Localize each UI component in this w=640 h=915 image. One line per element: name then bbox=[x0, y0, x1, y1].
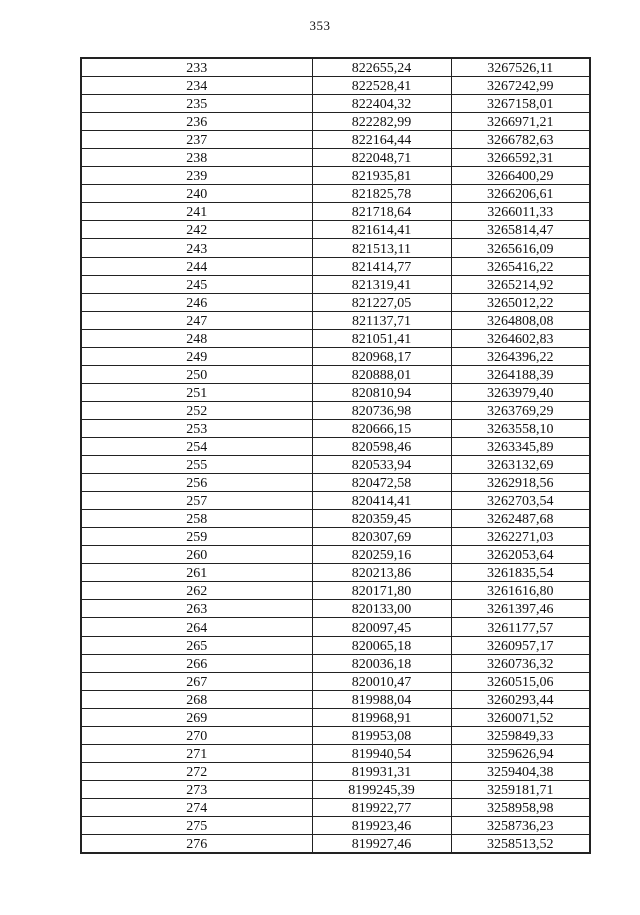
y-coordinate-cell: 3266971,21 bbox=[451, 113, 590, 131]
point-number-cell: 237 bbox=[81, 131, 312, 149]
point-number-cell: 269 bbox=[81, 708, 312, 726]
point-number-cell: 259 bbox=[81, 528, 312, 546]
point-number-cell: 233 bbox=[81, 58, 312, 77]
x-coordinate-cell: 821227,05 bbox=[312, 293, 451, 311]
point-number-cell: 254 bbox=[81, 437, 312, 455]
coordinates-table bbox=[80, 57, 591, 854]
table-row bbox=[81, 762, 590, 780]
point-number-cell: 276 bbox=[81, 835, 312, 854]
y-coordinate-cell: 3262918,56 bbox=[451, 474, 590, 492]
y-coordinate-cell: 3263769,29 bbox=[451, 401, 590, 419]
x-coordinate-cell: 819988,04 bbox=[312, 690, 451, 708]
table-row bbox=[81, 744, 590, 762]
point-number-cell: 272 bbox=[81, 762, 312, 780]
table-row bbox=[81, 492, 590, 510]
y-coordinate-cell: 3265616,09 bbox=[451, 239, 590, 257]
y-coordinate-cell: 3265416,22 bbox=[451, 257, 590, 275]
x-coordinate-cell: 822655,24 bbox=[312, 58, 451, 77]
point-number-cell: 274 bbox=[81, 798, 312, 816]
x-coordinate-cell: 822404,32 bbox=[312, 95, 451, 113]
y-coordinate-cell: 3266011,33 bbox=[451, 203, 590, 221]
y-coordinate-cell: 3259404,38 bbox=[451, 762, 590, 780]
x-coordinate-cell: 820036,18 bbox=[312, 654, 451, 672]
table-row bbox=[81, 780, 590, 798]
x-coordinate-cell: 820259,16 bbox=[312, 546, 451, 564]
table-row bbox=[81, 528, 590, 546]
table-row bbox=[81, 221, 590, 239]
table-row bbox=[81, 77, 590, 95]
y-coordinate-cell: 3266400,29 bbox=[451, 167, 590, 185]
table-row bbox=[81, 654, 590, 672]
point-number-cell: 236 bbox=[81, 113, 312, 131]
y-coordinate-cell: 3258736,23 bbox=[451, 816, 590, 834]
point-number-cell: 273 bbox=[81, 780, 312, 798]
y-coordinate-cell: 3263345,89 bbox=[451, 437, 590, 455]
point-number-cell: 257 bbox=[81, 492, 312, 510]
x-coordinate-cell: 820888,01 bbox=[312, 365, 451, 383]
y-coordinate-cell: 3266592,31 bbox=[451, 149, 590, 167]
point-number-cell: 234 bbox=[81, 77, 312, 95]
point-number-cell: 275 bbox=[81, 816, 312, 834]
x-coordinate-cell: 820472,58 bbox=[312, 474, 451, 492]
table-row bbox=[81, 546, 590, 564]
table-row bbox=[81, 600, 590, 618]
table-row bbox=[81, 564, 590, 582]
point-number-cell: 239 bbox=[81, 167, 312, 185]
point-number-cell: 241 bbox=[81, 203, 312, 221]
point-number-cell: 263 bbox=[81, 600, 312, 618]
table-row bbox=[81, 293, 590, 311]
x-coordinate-cell: 821137,71 bbox=[312, 311, 451, 329]
y-coordinate-cell: 3264808,08 bbox=[451, 311, 590, 329]
table-row bbox=[81, 131, 590, 149]
x-coordinate-cell: 822048,71 bbox=[312, 149, 451, 167]
table-row bbox=[81, 239, 590, 257]
table-row bbox=[81, 401, 590, 419]
x-coordinate-cell: 822528,41 bbox=[312, 77, 451, 95]
point-number-cell: 240 bbox=[81, 185, 312, 203]
point-number-cell: 249 bbox=[81, 347, 312, 365]
table-row bbox=[81, 618, 590, 636]
table-row bbox=[81, 203, 590, 221]
point-number-cell: 260 bbox=[81, 546, 312, 564]
x-coordinate-cell: 821718,64 bbox=[312, 203, 451, 221]
x-coordinate-cell: 822282,99 bbox=[312, 113, 451, 131]
table-row bbox=[81, 726, 590, 744]
y-coordinate-cell: 3259626,94 bbox=[451, 744, 590, 762]
point-number-cell: 243 bbox=[81, 239, 312, 257]
y-coordinate-cell: 3265012,22 bbox=[451, 293, 590, 311]
point-number-cell: 266 bbox=[81, 654, 312, 672]
y-coordinate-cell: 3267158,01 bbox=[451, 95, 590, 113]
table-row bbox=[81, 257, 590, 275]
point-number-cell: 244 bbox=[81, 257, 312, 275]
y-coordinate-cell: 3263558,10 bbox=[451, 419, 590, 437]
point-number-cell: 248 bbox=[81, 329, 312, 347]
y-coordinate-cell: 3262703,54 bbox=[451, 492, 590, 510]
table-row bbox=[81, 474, 590, 492]
x-coordinate-cell: 820359,45 bbox=[312, 510, 451, 528]
table-row bbox=[81, 419, 590, 437]
y-coordinate-cell: 3263979,40 bbox=[451, 383, 590, 401]
point-number-cell: 242 bbox=[81, 221, 312, 239]
y-coordinate-cell: 3264188,39 bbox=[451, 365, 590, 383]
table-row bbox=[81, 185, 590, 203]
point-number-cell: 253 bbox=[81, 419, 312, 437]
x-coordinate-cell: 819923,46 bbox=[312, 816, 451, 834]
table-row bbox=[81, 329, 590, 347]
y-coordinate-cell: 3258958,98 bbox=[451, 798, 590, 816]
x-coordinate-cell: 820065,18 bbox=[312, 636, 451, 654]
point-number-cell: 252 bbox=[81, 401, 312, 419]
y-coordinate-cell: 3261616,80 bbox=[451, 582, 590, 600]
y-coordinate-cell: 3265814,47 bbox=[451, 221, 590, 239]
x-coordinate-cell: 821319,41 bbox=[312, 275, 451, 293]
table-row bbox=[81, 347, 590, 365]
y-coordinate-cell: 3264602,83 bbox=[451, 329, 590, 347]
x-coordinate-cell: 820010,47 bbox=[312, 672, 451, 690]
x-coordinate-cell: 820666,15 bbox=[312, 419, 451, 437]
coordinates-table-body bbox=[81, 58, 590, 853]
table-row bbox=[81, 58, 590, 77]
x-coordinate-cell: 820171,80 bbox=[312, 582, 451, 600]
x-coordinate-cell: 820533,94 bbox=[312, 456, 451, 474]
x-coordinate-cell: 821414,77 bbox=[312, 257, 451, 275]
table-row bbox=[81, 167, 590, 185]
y-coordinate-cell: 3267242,99 bbox=[451, 77, 590, 95]
point-number-cell: 246 bbox=[81, 293, 312, 311]
point-number-cell: 251 bbox=[81, 383, 312, 401]
point-number-cell: 267 bbox=[81, 672, 312, 690]
table-row bbox=[81, 816, 590, 834]
y-coordinate-cell: 3262271,03 bbox=[451, 528, 590, 546]
table-row bbox=[81, 275, 590, 293]
x-coordinate-cell: 819953,08 bbox=[312, 726, 451, 744]
table-row bbox=[81, 383, 590, 401]
table-row bbox=[81, 636, 590, 654]
point-number-cell: 238 bbox=[81, 149, 312, 167]
x-coordinate-cell: 820598,46 bbox=[312, 437, 451, 455]
x-coordinate-cell: 820097,45 bbox=[312, 618, 451, 636]
table-row bbox=[81, 365, 590, 383]
y-coordinate-cell: 3261835,54 bbox=[451, 564, 590, 582]
table-row bbox=[81, 437, 590, 455]
table-row bbox=[81, 672, 590, 690]
page-number: 353 bbox=[309, 18, 331, 33]
point-number-cell: 255 bbox=[81, 456, 312, 474]
y-coordinate-cell: 3262053,64 bbox=[451, 546, 590, 564]
x-coordinate-cell: 819927,46 bbox=[312, 835, 451, 854]
table-row bbox=[81, 510, 590, 528]
y-coordinate-cell: 3267526,11 bbox=[451, 58, 590, 77]
point-number-cell: 265 bbox=[81, 636, 312, 654]
table-row bbox=[81, 835, 590, 854]
x-coordinate-cell: 821513,11 bbox=[312, 239, 451, 257]
table-row bbox=[81, 690, 590, 708]
y-coordinate-cell: 3260736,32 bbox=[451, 654, 590, 672]
x-coordinate-cell: 819922,77 bbox=[312, 798, 451, 816]
point-number-cell: 270 bbox=[81, 726, 312, 744]
x-coordinate-cell: 822164,44 bbox=[312, 131, 451, 149]
table-row bbox=[81, 708, 590, 726]
x-coordinate-cell: 820968,17 bbox=[312, 347, 451, 365]
point-number-cell: 264 bbox=[81, 618, 312, 636]
point-number-cell: 247 bbox=[81, 311, 312, 329]
y-coordinate-cell: 3260957,17 bbox=[451, 636, 590, 654]
x-coordinate-cell: 819931,31 bbox=[312, 762, 451, 780]
y-coordinate-cell: 3261397,46 bbox=[451, 600, 590, 618]
x-coordinate-cell: 819940,54 bbox=[312, 744, 451, 762]
table-row bbox=[81, 113, 590, 131]
x-coordinate-cell: 821825,78 bbox=[312, 185, 451, 203]
table-row bbox=[81, 149, 590, 167]
y-coordinate-cell: 3265214,92 bbox=[451, 275, 590, 293]
y-coordinate-cell: 3260293,44 bbox=[451, 690, 590, 708]
point-number-cell: 271 bbox=[81, 744, 312, 762]
x-coordinate-cell: 8199245,39 bbox=[312, 780, 451, 798]
y-coordinate-cell: 3261177,57 bbox=[451, 618, 590, 636]
point-number-cell: 268 bbox=[81, 690, 312, 708]
point-number-cell: 245 bbox=[81, 275, 312, 293]
x-coordinate-cell: 821935,81 bbox=[312, 167, 451, 185]
x-coordinate-cell: 820213,86 bbox=[312, 564, 451, 582]
x-coordinate-cell: 820736,98 bbox=[312, 401, 451, 419]
y-coordinate-cell: 3260515,06 bbox=[451, 672, 590, 690]
y-coordinate-cell: 3266782,63 bbox=[451, 131, 590, 149]
x-coordinate-cell: 819968,91 bbox=[312, 708, 451, 726]
y-coordinate-cell: 3264396,22 bbox=[451, 347, 590, 365]
x-coordinate-cell: 820133,00 bbox=[312, 600, 451, 618]
table-row bbox=[81, 582, 590, 600]
table-row bbox=[81, 798, 590, 816]
point-number-cell: 258 bbox=[81, 510, 312, 528]
table-row bbox=[81, 311, 590, 329]
table-row bbox=[81, 95, 590, 113]
table-row bbox=[81, 456, 590, 474]
x-coordinate-cell: 820414,41 bbox=[312, 492, 451, 510]
point-number-cell: 261 bbox=[81, 564, 312, 582]
point-number-cell: 262 bbox=[81, 582, 312, 600]
y-coordinate-cell: 3258513,52 bbox=[451, 835, 590, 854]
y-coordinate-cell: 3263132,69 bbox=[451, 456, 590, 474]
y-coordinate-cell: 3259181,71 bbox=[451, 780, 590, 798]
y-coordinate-cell: 3266206,61 bbox=[451, 185, 590, 203]
point-number-cell: 256 bbox=[81, 474, 312, 492]
y-coordinate-cell: 3259849,33 bbox=[451, 726, 590, 744]
x-coordinate-cell: 820307,69 bbox=[312, 528, 451, 546]
y-coordinate-cell: 3262487,68 bbox=[451, 510, 590, 528]
x-coordinate-cell: 821614,41 bbox=[312, 221, 451, 239]
y-coordinate-cell: 3260071,52 bbox=[451, 708, 590, 726]
x-coordinate-cell: 821051,41 bbox=[312, 329, 451, 347]
point-number-cell: 250 bbox=[81, 365, 312, 383]
x-coordinate-cell: 820810,94 bbox=[312, 383, 451, 401]
point-number-cell: 235 bbox=[81, 95, 312, 113]
